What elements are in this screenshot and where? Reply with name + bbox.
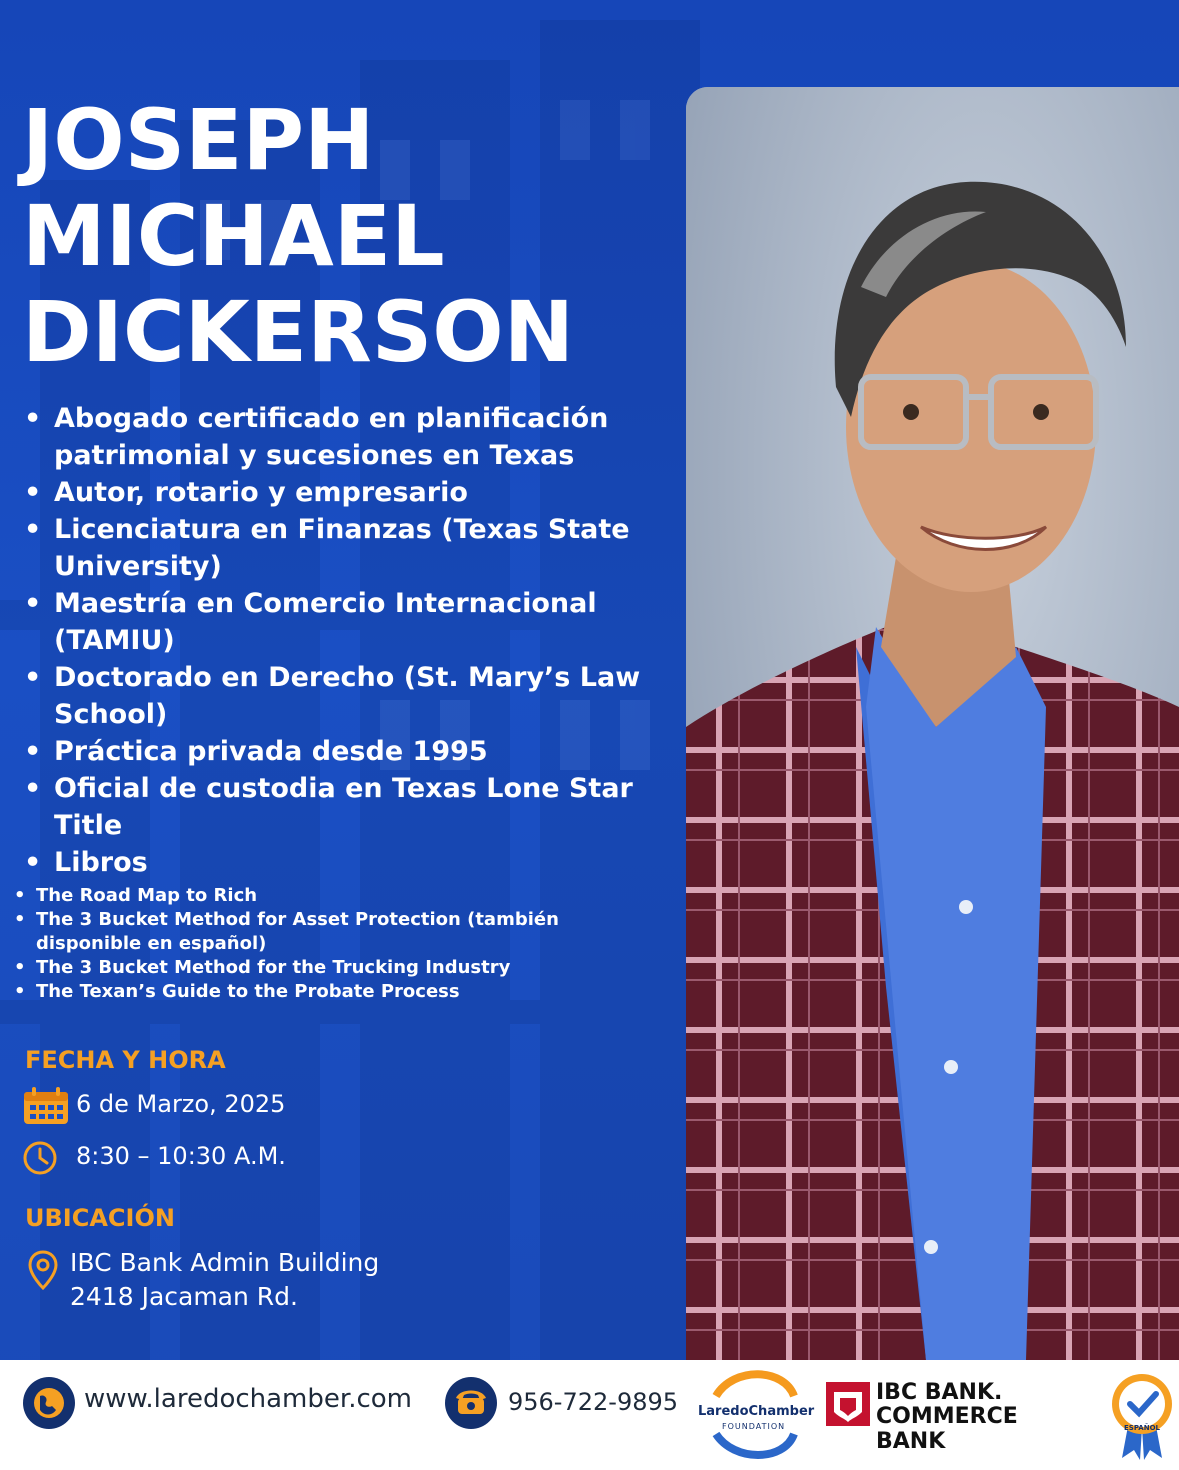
map-pin-icon: [28, 1250, 58, 1290]
location-heading: UBICACIÓN: [25, 1204, 175, 1232]
event-time: 8:30 – 10:30 A.M.: [76, 1142, 286, 1170]
chamber-logo-sub: FOUNDATION: [722, 1422, 786, 1431]
book-item: • The Road Map to Rich: [10, 884, 570, 908]
calendar-icon: [22, 1086, 70, 1126]
credential-item: • Licenciatura en Finanzas (Texas State University): [22, 511, 672, 585]
bank-logo-line1: IBC BANK.: [876, 1380, 1003, 1405]
name-line: DICKERSON: [22, 283, 574, 381]
chamber-logo-name: LaredoChamber: [698, 1404, 815, 1419]
badge-label: ESPAÑOL: [1124, 1424, 1160, 1432]
credential-item: • Doctorado en Derecho (St. Mary’s Law School): [22, 659, 672, 733]
speaker-portrait: [686, 87, 1179, 1360]
book-item: • The 3 Bucket Method for the Trucking Industry: [10, 956, 570, 980]
credential-item: • Libros: [22, 844, 672, 881]
clock-icon: [22, 1140, 58, 1176]
bank-logo: [826, 1380, 1086, 1454]
book-item: • The Texan’s Guide to the Probate Process: [10, 980, 570, 1004]
bank-logo-mark: [826, 1382, 870, 1426]
credential-item: • Práctica privada desde 1995: [22, 733, 672, 770]
speaker-name: [22, 92, 574, 380]
event-date: 6 de Marzo, 2025: [76, 1090, 286, 1118]
globe-icon: [22, 1376, 76, 1430]
credential-item: • Abogado certificado en planificación patrimonial y sucesiones en Texas: [22, 400, 672, 474]
bank-logo-line2: COMMERCE BANK: [876, 1404, 1018, 1454]
credentials-list: [22, 400, 672, 881]
certification-badge: [1110, 1366, 1174, 1464]
location-line-1: IBC Bank Admin Building: [70, 1248, 380, 1277]
location-line-2: 2418 Jacaman Rd.: [70, 1282, 298, 1311]
schedule-heading: FECHA Y HORA: [25, 1046, 226, 1074]
website-link[interactable]: www.laredochamber.com: [84, 1384, 412, 1414]
book-item: • The 3 Bucket Method for Asset Protection (también disponible en español): [10, 908, 570, 956]
books-list: [10, 884, 570, 1004]
credential-item: • Oficial de custodia en Texas Lone Star Title: [22, 770, 672, 844]
badge-seal: [1110, 1366, 1174, 1464]
phone-number[interactable]: 956-722-9895: [508, 1388, 679, 1416]
footer: [0, 1360, 1179, 1470]
phone-icon: [444, 1376, 498, 1430]
credential-item: • Autor, rotario y empresario: [22, 474, 672, 511]
credential-item: • Maestría en Comercio Internacional (TAMIU): [22, 585, 672, 659]
name-line: MICHAEL: [22, 187, 445, 285]
chamber-logo: [694, 1366, 815, 1464]
name-line: JOSEPH: [22, 91, 375, 189]
speaker-photo: [686, 87, 1179, 1360]
